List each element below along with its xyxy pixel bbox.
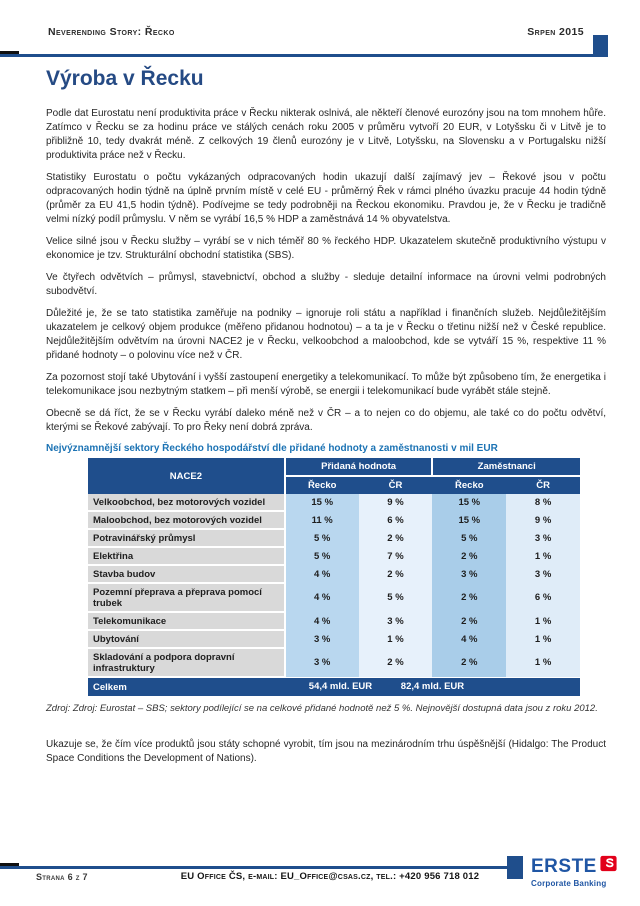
sector-label: Maloobchod, bez motorových vozidel (88, 511, 285, 529)
sector-value: 1 % (506, 547, 580, 565)
sector-label: Potravinářský průmysl (88, 529, 285, 547)
sector-value: 2 % (359, 529, 433, 547)
sector-value: 1 % (506, 648, 580, 677)
sector-label: Pozemní přeprava a přeprava pomocí trubek (88, 583, 285, 612)
sector-value: 5 % (359, 583, 433, 612)
column-header-cr: ČR (506, 476, 580, 494)
table-row (88, 630, 580, 648)
sector-value: 4 % (285, 612, 359, 630)
table-row (88, 529, 580, 547)
source-note: Zdroj: Zdroj: Eurostat – SBS; sektory podílející se na celkové přidané hodnotě než 5 %. Nejnovější dostupná data jsou z roku 2012. (46, 703, 598, 714)
sector-value: 3 % (285, 648, 359, 677)
sector-value: 4 % (285, 565, 359, 583)
sectors-table-head (88, 458, 580, 494)
sector-value: 5 % (432, 529, 506, 547)
document-header (48, 26, 584, 38)
sector-value: 7 % (359, 547, 433, 565)
column-header-nace2: NACE2 (88, 458, 285, 494)
column-group-employees: Zaměstnanci (432, 458, 580, 476)
body-paragraph: Ve čtyřech odvětvích – průmysl, stavebnictví, obchod a služby - sleduje detailní informace na úrovni velmi podrobných subodvětví. (46, 272, 606, 297)
erste-s-icon (600, 855, 617, 877)
body-paragraph: Podle dat Eurostatu není produktivita práce v Řecku nikterak oslnivá, ale někteří členové eurozóny jsou na tom mnohem hůře. Zatímco v Řecku se za hodinu práce ve stálých cenách roku 2005 v průměru vytvoří 20 EUR, v Lotyšsku či v Litvě je to přibližně 10, tedy dvakrát méně. Z celkových 19 členů eurozóny je v Litvě, Lotyšsku, na Slovensku a v Portugalsku nižší produktivita práce než v Řecku. (46, 108, 606, 161)
sector-value: 15 % (285, 494, 359, 511)
footer-accent-square (507, 856, 523, 879)
sector-value: 9 % (506, 511, 580, 529)
sector-value: 5 % (285, 529, 359, 547)
sector-value: 5 % (285, 547, 359, 565)
table-row (88, 648, 580, 677)
column-header-greece: Řecko (285, 476, 359, 494)
table-row (88, 494, 580, 511)
sector-label: Stavba budov (88, 565, 285, 583)
sector-value: 15 % (432, 494, 506, 511)
document-body (46, 66, 606, 766)
sector-label: Ubytování (88, 630, 285, 648)
sector-value: 2 % (432, 612, 506, 630)
table-row (88, 565, 580, 583)
sector-value: 8 % (506, 494, 580, 511)
sector-value: 1 % (506, 630, 580, 648)
header-accent-square (593, 35, 608, 54)
table-header-group-row (88, 458, 580, 476)
sector-value: 3 % (285, 630, 359, 648)
sector-label: Elektřina (88, 547, 285, 565)
sector-value: 15 % (432, 511, 506, 529)
erste-logo-subtitle: Corporate Banking (531, 879, 607, 888)
body-paragraph: Velice silné jsou v Řecku služby – vyrábí se v nich téměř 80 % řeckého HDP. Ukazatelem skutečně produktivního výstupu v ekonomice je tzv. Strukturální obchodní statistika (SBS). (46, 236, 606, 261)
body-paragraph: Statistiky Eurostatu o počtu vykázaných odpracovaných hodin ukazují další zajímavý jev – Řekové jsou v počtu odpracovaných hodin týdně na úplně prvním místě v celé EU - průměrný Řek v rámci plného úvazku pracuje 44 hodin týdně (průměr za EU 41,5 hodin týdně). Podívejme se tedy podrobněji na Řeckou ekonomiku. Pravdou je, že v Řecku je tradičně velmi nízký podíl průmyslu. V něm se vyrábí 16,5 % HDP a zaměstnává 14 % obyvatelstva. (46, 172, 606, 225)
table-row (88, 511, 580, 529)
sector-value: 2 % (432, 583, 506, 612)
sectors-table (88, 458, 580, 696)
header-rule (0, 54, 608, 57)
sector-value: 1 % (359, 630, 433, 648)
table-row (88, 612, 580, 630)
sector-value: 6 % (506, 583, 580, 612)
erste-logo (531, 855, 621, 888)
total-values (285, 677, 580, 696)
sectors-table-foot (88, 677, 580, 696)
sector-value: 1 % (506, 612, 580, 630)
sector-value: 3 % (506, 529, 580, 547)
footer-contact[interactable]: EU Office ČS, e-mail: EU_Office@csas.cz, tel.: +420 956 718 012 (180, 871, 480, 882)
page-title: Výroba v Řecku (46, 67, 204, 90)
sector-value: 2 % (432, 648, 506, 677)
sector-value: 2 % (359, 648, 433, 677)
sector-value: 4 % (432, 630, 506, 648)
sectors-table-body (88, 494, 580, 677)
column-header-cr: ČR (359, 476, 433, 494)
total-employees-value: 82,4 mld. EUR (400, 681, 465, 693)
sector-label: Telekomunikace (88, 612, 285, 630)
column-group-added-value: Přidaná hodnota (285, 458, 433, 476)
header-report-title: Neverending Story: Řecko (48, 26, 175, 38)
sector-value: 2 % (432, 547, 506, 565)
total-row (88, 677, 580, 696)
table-row (88, 547, 580, 565)
sector-value: 3 % (506, 565, 580, 583)
closing-paragraph: Ukazuje se, že čím více produktů jsou státy schopné vyrobit, tím jsou na mezinárodním trhu úspěšnější (Hidalgo: The Product Space Conditions the Development of Nations). (46, 738, 606, 764)
sector-label: Skladování a podpora dopravní infrastruktury (88, 648, 285, 677)
body-paragraph: Obecně se dá říct, že se v Řecku vyrábí daleko méně než v ČR – a to nejen co do objemu, ale také co do počtu odvětví, kterými se Řekové zabývají. To pro Řeky není dobrá zpráva. (46, 408, 606, 433)
sector-value: 3 % (432, 565, 506, 583)
table-caption: Nejvýznamnější sektory Řeckého hospodářství dle přidané hodnoty a zaměstnanosti v mil EUR (46, 443, 498, 454)
sector-value: 6 % (359, 511, 433, 529)
sector-value: 9 % (359, 494, 433, 511)
body-paragraph: Za pozornost stojí také Ubytování i vyšší zastoupení energetiky a telekomunikací. To může být způsobeno tím, že energetika i telekomunikace jsou nezbytným statkem – při menší výrobě, se energii i telekomunikací bude vyrábět stále stejně. (46, 372, 606, 397)
sector-value: 3 % (359, 612, 433, 630)
sector-value: 11 % (285, 511, 359, 529)
total-label: Celkem (88, 677, 285, 696)
header-date: Srpen 2015 (527, 26, 584, 38)
page-number: Strana 6 z 7 (36, 872, 88, 882)
table-row (88, 583, 580, 612)
erste-logo-text: ERSTE (531, 855, 597, 877)
sector-label: Velkoobchod, bez motorových vozidel (88, 494, 285, 511)
body-paragraph: Důležité je, že se tato statistika zaměřuje na podniky – ignoruje roli státu a například i finančních služeb. Nejdůležitějším ukazatelem je celkový objem produkce (měřeno přidanou hodnotou) – a ta je v Řecku o třetinu nižší než v České republice. Nejdůležitějším odvětvím na úrovni NACE2 je v Řecku, velkoobchod a maloobchod, kde se vytváří 15 %, respektive 11 % přidané hodnoty – o polovinu více než v ČR. (46, 308, 606, 361)
total-added-value: 54,4 mld. EUR (308, 681, 373, 693)
sector-value: 2 % (359, 565, 433, 583)
footer-rule (0, 866, 507, 869)
column-header-greece: Řecko (432, 476, 506, 494)
sector-value: 4 % (285, 583, 359, 612)
